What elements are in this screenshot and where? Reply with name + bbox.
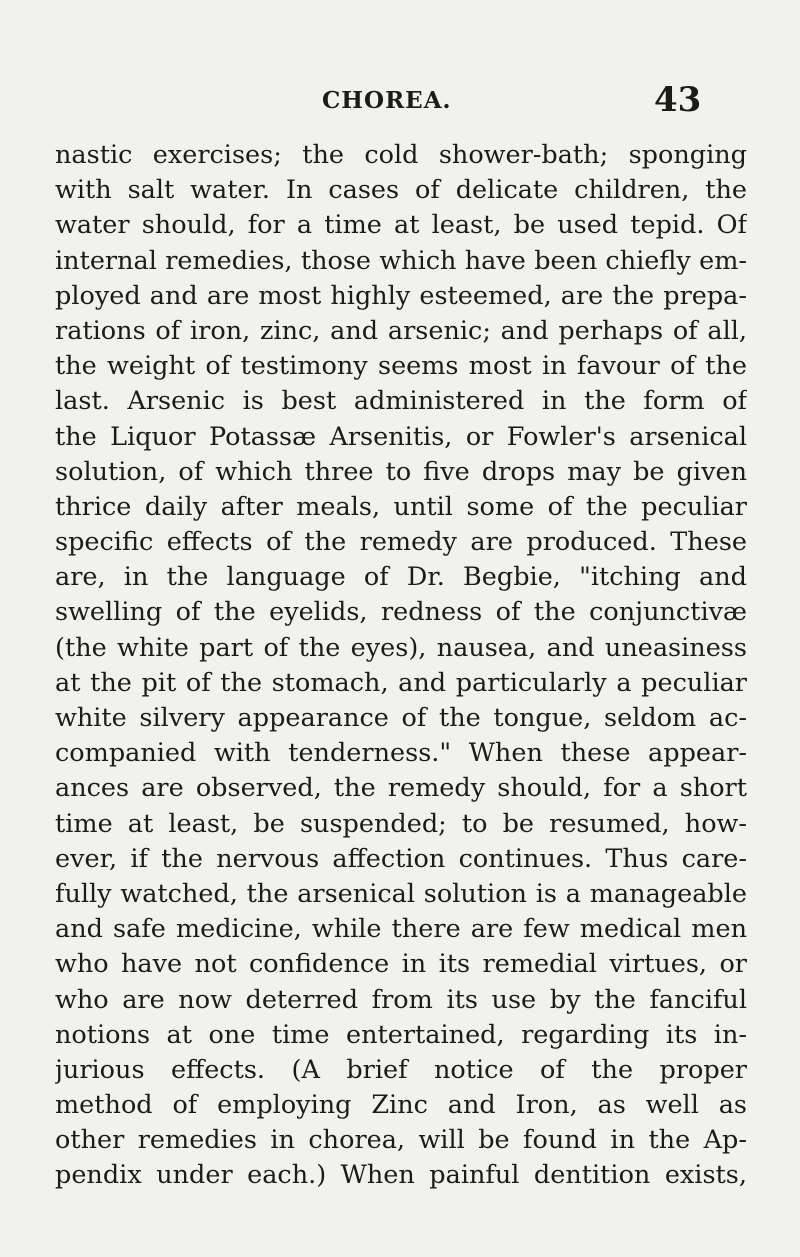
text-line-24: who have not confidence in its remedial virtues, or — [55, 949, 747, 980]
text-line-21: ever, if the nervous affection continues. Thus care- — [55, 843, 747, 874]
text-line-19: ances are observed, the remedy should, for a short — [55, 773, 747, 804]
text-line-11: thrice daily after meals, until some of the peculiar — [55, 491, 747, 522]
text-line-30: pendix under each.) When painful dentition exists, — [55, 1160, 747, 1191]
running-head — [0, 80, 800, 122]
text-line-2: with salt water. In cases of delicate children, the — [55, 175, 747, 206]
text-line-13: are, in the language of Dr. Begbie, "itching and — [55, 562, 747, 593]
text-line-14: swelling of the eyelids, redness of the conjunctivæ — [55, 597, 747, 628]
text-line-25: who are now deterred from its use by the fanciful — [55, 984, 747, 1015]
text-line-5: ployed and are most highly esteemed, are the prepa- — [55, 280, 747, 311]
text-line-26: notions at one time entertained, regarding its in- — [55, 1019, 747, 1050]
page-number: 43 — [654, 80, 702, 120]
text-line-23: and safe medicine, while there are few medical men — [55, 914, 747, 945]
text-line-17: white silvery appearance of the tongue, seldom ac- — [55, 703, 747, 733]
text-line-27: jurious effects. (A brief notice of the proper — [55, 1054, 747, 1085]
text-line-9: the Liquor Potassæ Arsenitis, or Fowler's arsenical — [55, 421, 747, 452]
text-line-3: water should, for a time at least, be used tepid. Of — [55, 210, 747, 241]
text-line-15: (the white part of the eyes), nausea, and uneasiness — [55, 632, 747, 663]
text-line-4: internal remedies, those which have been chiefly em- — [55, 245, 747, 276]
text-line-8: last. Arsenic is best administered in the form of — [55, 386, 747, 417]
text-line-6: rations of iron, zinc, and arsenic; and perhaps of all, — [55, 315, 747, 346]
text-line-12: specific effects of the remedy are produced. These — [55, 527, 747, 558]
text-line-22: fully watched, the arsenical solution is a manageable — [55, 878, 747, 909]
text-line-18: companied with tenderness." When these appear- — [55, 738, 747, 769]
text-line-20: time at least, be suspended; to be resumed, how- — [55, 808, 747, 839]
text-line-16: at the pit of the stomach, and particularly a peculiar — [55, 667, 747, 698]
text-line-28: method of employing Zinc and Iron, as well as — [55, 1090, 747, 1121]
text-line-1: nastic exercises; the cold shower-bath; sponging — [55, 140, 747, 170]
text-line-10: solution, of which three to five drops may be given — [55, 456, 747, 487]
running-title: CHOREA. — [322, 87, 452, 114]
body-text — [55, 138, 747, 1194]
text-line-7: the weight of testimony seems most in favour of the — [55, 351, 747, 382]
text-line-29: other remedies in chorea, will be found in the Ap- — [55, 1125, 747, 1156]
